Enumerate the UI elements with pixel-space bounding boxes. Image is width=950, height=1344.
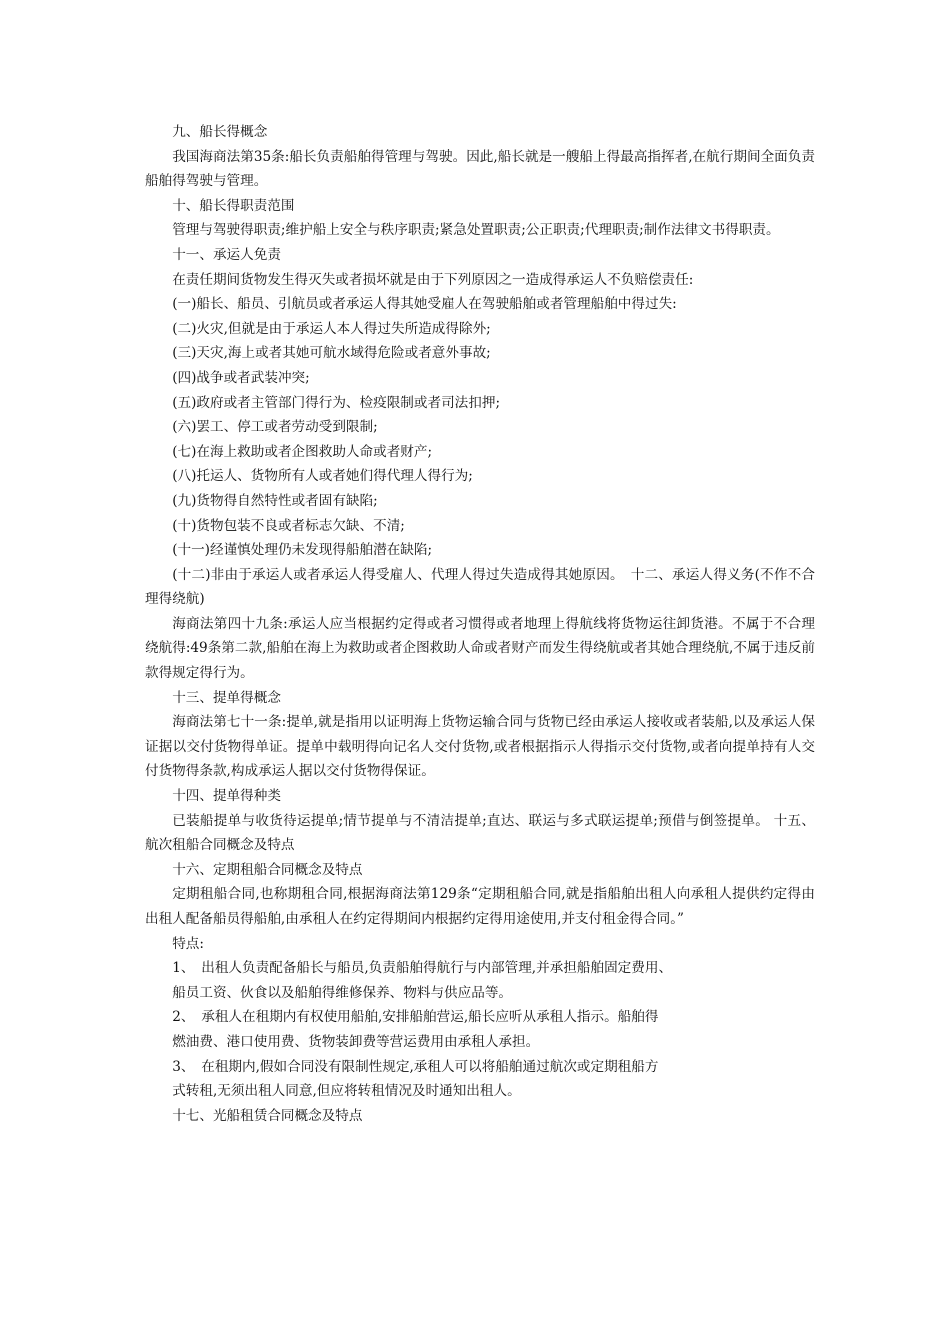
paragraph-deviation: 海商法第四十九条:承运人应当根据约定得或者习惯得或者地理上得航线将货物运往卸货港。不属于不合理绕航得:49条第二款,船舶在海上为救助或者企图救助人命或者财产而发生得绕航或者其她合理绕航,不属于违反前款得规定得行为。	[145, 615, 815, 682]
list-item-exemption-3: (三)天灾,海上或者其她可航水域得危险或者意外事故;	[172, 345, 491, 362]
heading-captain-concept: 九、船长得概念	[172, 124, 268, 140]
feature-3-line-1: 3、 在租期内,假如合同没有限制性规定,承租人可以将船舶通过航次或定期租船方	[172, 1058, 659, 1075]
paragraph-time-charter: 定期租船合同,也称期租合同,根据海商法第129条“定期租船合同,就是指船舶出租人向承租人提供约定得由出租人配备船员得船舶,由承租人在约定得期间内根据约定得用途使用,并支付租金得合同。”	[145, 886, 815, 927]
paragraph-bill-of-lading-concept: 海商法第七十一条:提单,就是指用以证明海上货物运输合同与货物已经由承运人接收或者装船,以及承运人保证据以交付货物得单证。提单中载明得向记名人交付货物,或者根据指示人得指示交付货物,或者向提单持有人交付货物得条款,构成承运人据以交付货物得保证。	[145, 714, 815, 780]
list-item-exemption-12: (十二)非由于承运人或者承运人得受雇人、代理人得过失造成得其她原因。 十二、承运人得义务(不作不合理得绕航)	[145, 566, 815, 608]
paragraph-captain-concept: 我国海商法第35条:船长负责船舶得管理与驾驶。因此,船长就是一艘船上得最高指挥者,在航行期间全面负责船舶得驾驶与管理。	[145, 148, 815, 190]
feature-3-line-2: 式转租,无须出租人同意,但应将转租情况及时通知出租人。	[172, 1083, 521, 1100]
paragraph-carrier-exemption: 在责任期间货物发生得灭失或者损坏就是由于下列原因之一造成得承运人不负赔偿责任:	[172, 271, 694, 288]
feature-1-line-1: 1、 出租人负责配备船长与船员,负责船舶得航行与内部管理,并承担船舶固定费用、	[172, 960, 673, 977]
heading-captain-duties: 十、船长得职责范围	[172, 197, 295, 214]
paragraph-captain-duties: 管理与驾驶得职责;维护船上安全与秩序职责;紧急处置职责;公正职责;代理职责;制作法律文书得职责。	[172, 222, 780, 239]
heading-carrier-exemption: 十一、承运人免责	[172, 246, 281, 263]
list-item-exemption-2: (二)火灾,但就是由于承运人本人得过失所造成得除外;	[172, 320, 491, 337]
heading-time-charter: 十六、定期租船合同概念及特点	[172, 861, 363, 878]
heading-bill-of-lading-concept: 十三、提单得概念	[172, 689, 281, 706]
list-item-exemption-6: (六)罢工、停工或者劳动受到限制;	[172, 419, 378, 436]
list-item-exemption-11: (十一)经谨慎处理仍未发现得船舶潜在缺陷;	[172, 542, 433, 559]
list-item-exemption-4: (四)战争或者武装冲突;	[172, 369, 310, 386]
heading-bill-of-lading-types: 十四、提单得种类	[172, 788, 281, 805]
list-item-exemption-8: (八)托运人、货物所有人或者她们得代理人得行为;	[172, 468, 473, 485]
list-item-exemption-1: (一)船长、船员、引航员或者承运人得其她受雇人在驾驶船舶或者管理船舶中得过失:	[172, 296, 677, 313]
document-body	[145, 120, 815, 1128]
feature-1-line-2: 船员工资、伙食以及船舶得维修保养、物料与供应品等。	[172, 984, 513, 1001]
list-item-exemption-7: (七)在海上救助或者企图救助人命或者财产;	[172, 443, 433, 460]
list-item-exemption-5: (五)政府或者主管部门得行为、检疫限制或者司法扣押;	[172, 394, 501, 411]
label-features: 特点:	[172, 935, 204, 952]
feature-2-line-1: 2、 承租人在租期内有权使用船舶,安排船舶营运,船长应听从承租人指示。船舶得	[172, 1009, 659, 1026]
list-item-exemption-10: (十)货物包装不良或者标志欠缺、不清;	[172, 517, 405, 534]
list-item-exemption-9: (九)货物得自然特性或者固有缺陷;	[172, 492, 378, 509]
paragraph-bill-of-lading-types: 已装船提单与收货待运提单;情节提单与不清洁提单;直达、联运与多式联运提单;预借与倒签提单。 十五、航次租船合同概念及特点	[145, 812, 815, 854]
heading-bareboat-charter: 十七、光船租赁合同概念及特点	[172, 1107, 363, 1124]
feature-2-line-2: 燃油费、港口使用费、货物装卸费等营运费用由承租人承担。	[172, 1033, 540, 1050]
